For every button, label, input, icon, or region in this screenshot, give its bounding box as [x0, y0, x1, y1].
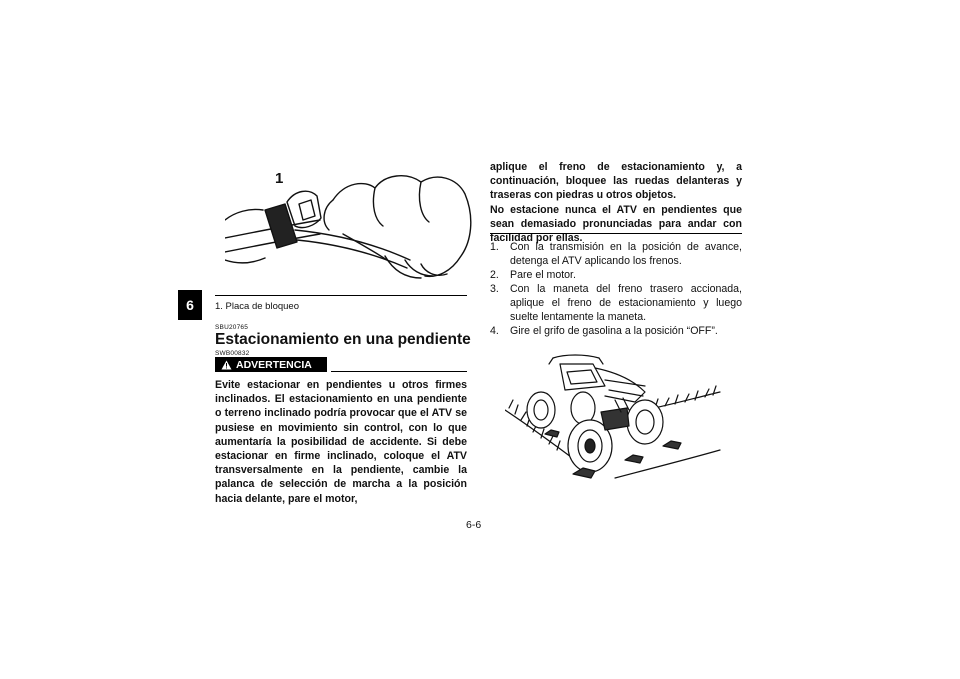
list-item: 4. Gire el grifo de gasolina a la posición “OFF”.: [490, 325, 718, 337]
brake-lever-illustration: [225, 160, 475, 292]
section-code: SBU20765: [215, 324, 249, 331]
caption-divider: [215, 295, 467, 296]
warning-triangle-icon: [221, 360, 232, 370]
procedure-steps: [490, 240, 742, 338]
warning-text-steep-slopes: No estacione nunca el ATV en pendientes que sean demasiado pronunciadas para andar con facilidad por ellas.: [490, 203, 742, 245]
list-item: 3. Con la maneta del freno trasero accionada, aplique el freno de estacionamiento y luego suelte lentamente la maneta.: [490, 283, 742, 323]
chapter-tab: 6: [178, 290, 202, 320]
warning-label: ADVERTENCIA: [236, 358, 312, 371]
warning-header-rule: [331, 371, 467, 372]
atv-on-slope-illustration: [505, 350, 725, 485]
warning-header: [215, 357, 467, 373]
list-item: 2. Pare el motor.: [490, 269, 576, 281]
warning-end-rule: [490, 233, 742, 234]
warning-code: SWB00832: [215, 350, 250, 357]
section-title: Estacionamiento en una pendiente: [215, 331, 471, 348]
page-number: 6-6: [466, 519, 482, 531]
figure-callout-number: 1: [275, 170, 284, 187]
warning-text-continued: aplique el freno de estacionamiento y, a continuación, bloquee las ruedas delanteras y traseras con piedras u otros objetos.: [490, 161, 742, 202]
warning-label-box: [215, 357, 327, 372]
warning-text-left: Evite estacionar en pendientes u otros firmes inclinados. El estacionamiento en una pendiente o terreno inclinado podría provocar que el ATV se pusiese en movimiento sin control, con lo que aumentaría la posibilidad de accidente. Si debe estacionar en firme inclinado, coloque el ATV transversalmente en la pendiente, cambie la palanca de selección de marcha a la posición hacia delante, pare el motor,: [215, 379, 467, 505]
figure-caption: 1. Placa de bloqueo: [215, 301, 299, 312]
list-item: 1. Con la transmisión en la posición de avance, detenga el ATV aplicando los frenos.: [490, 241, 742, 267]
